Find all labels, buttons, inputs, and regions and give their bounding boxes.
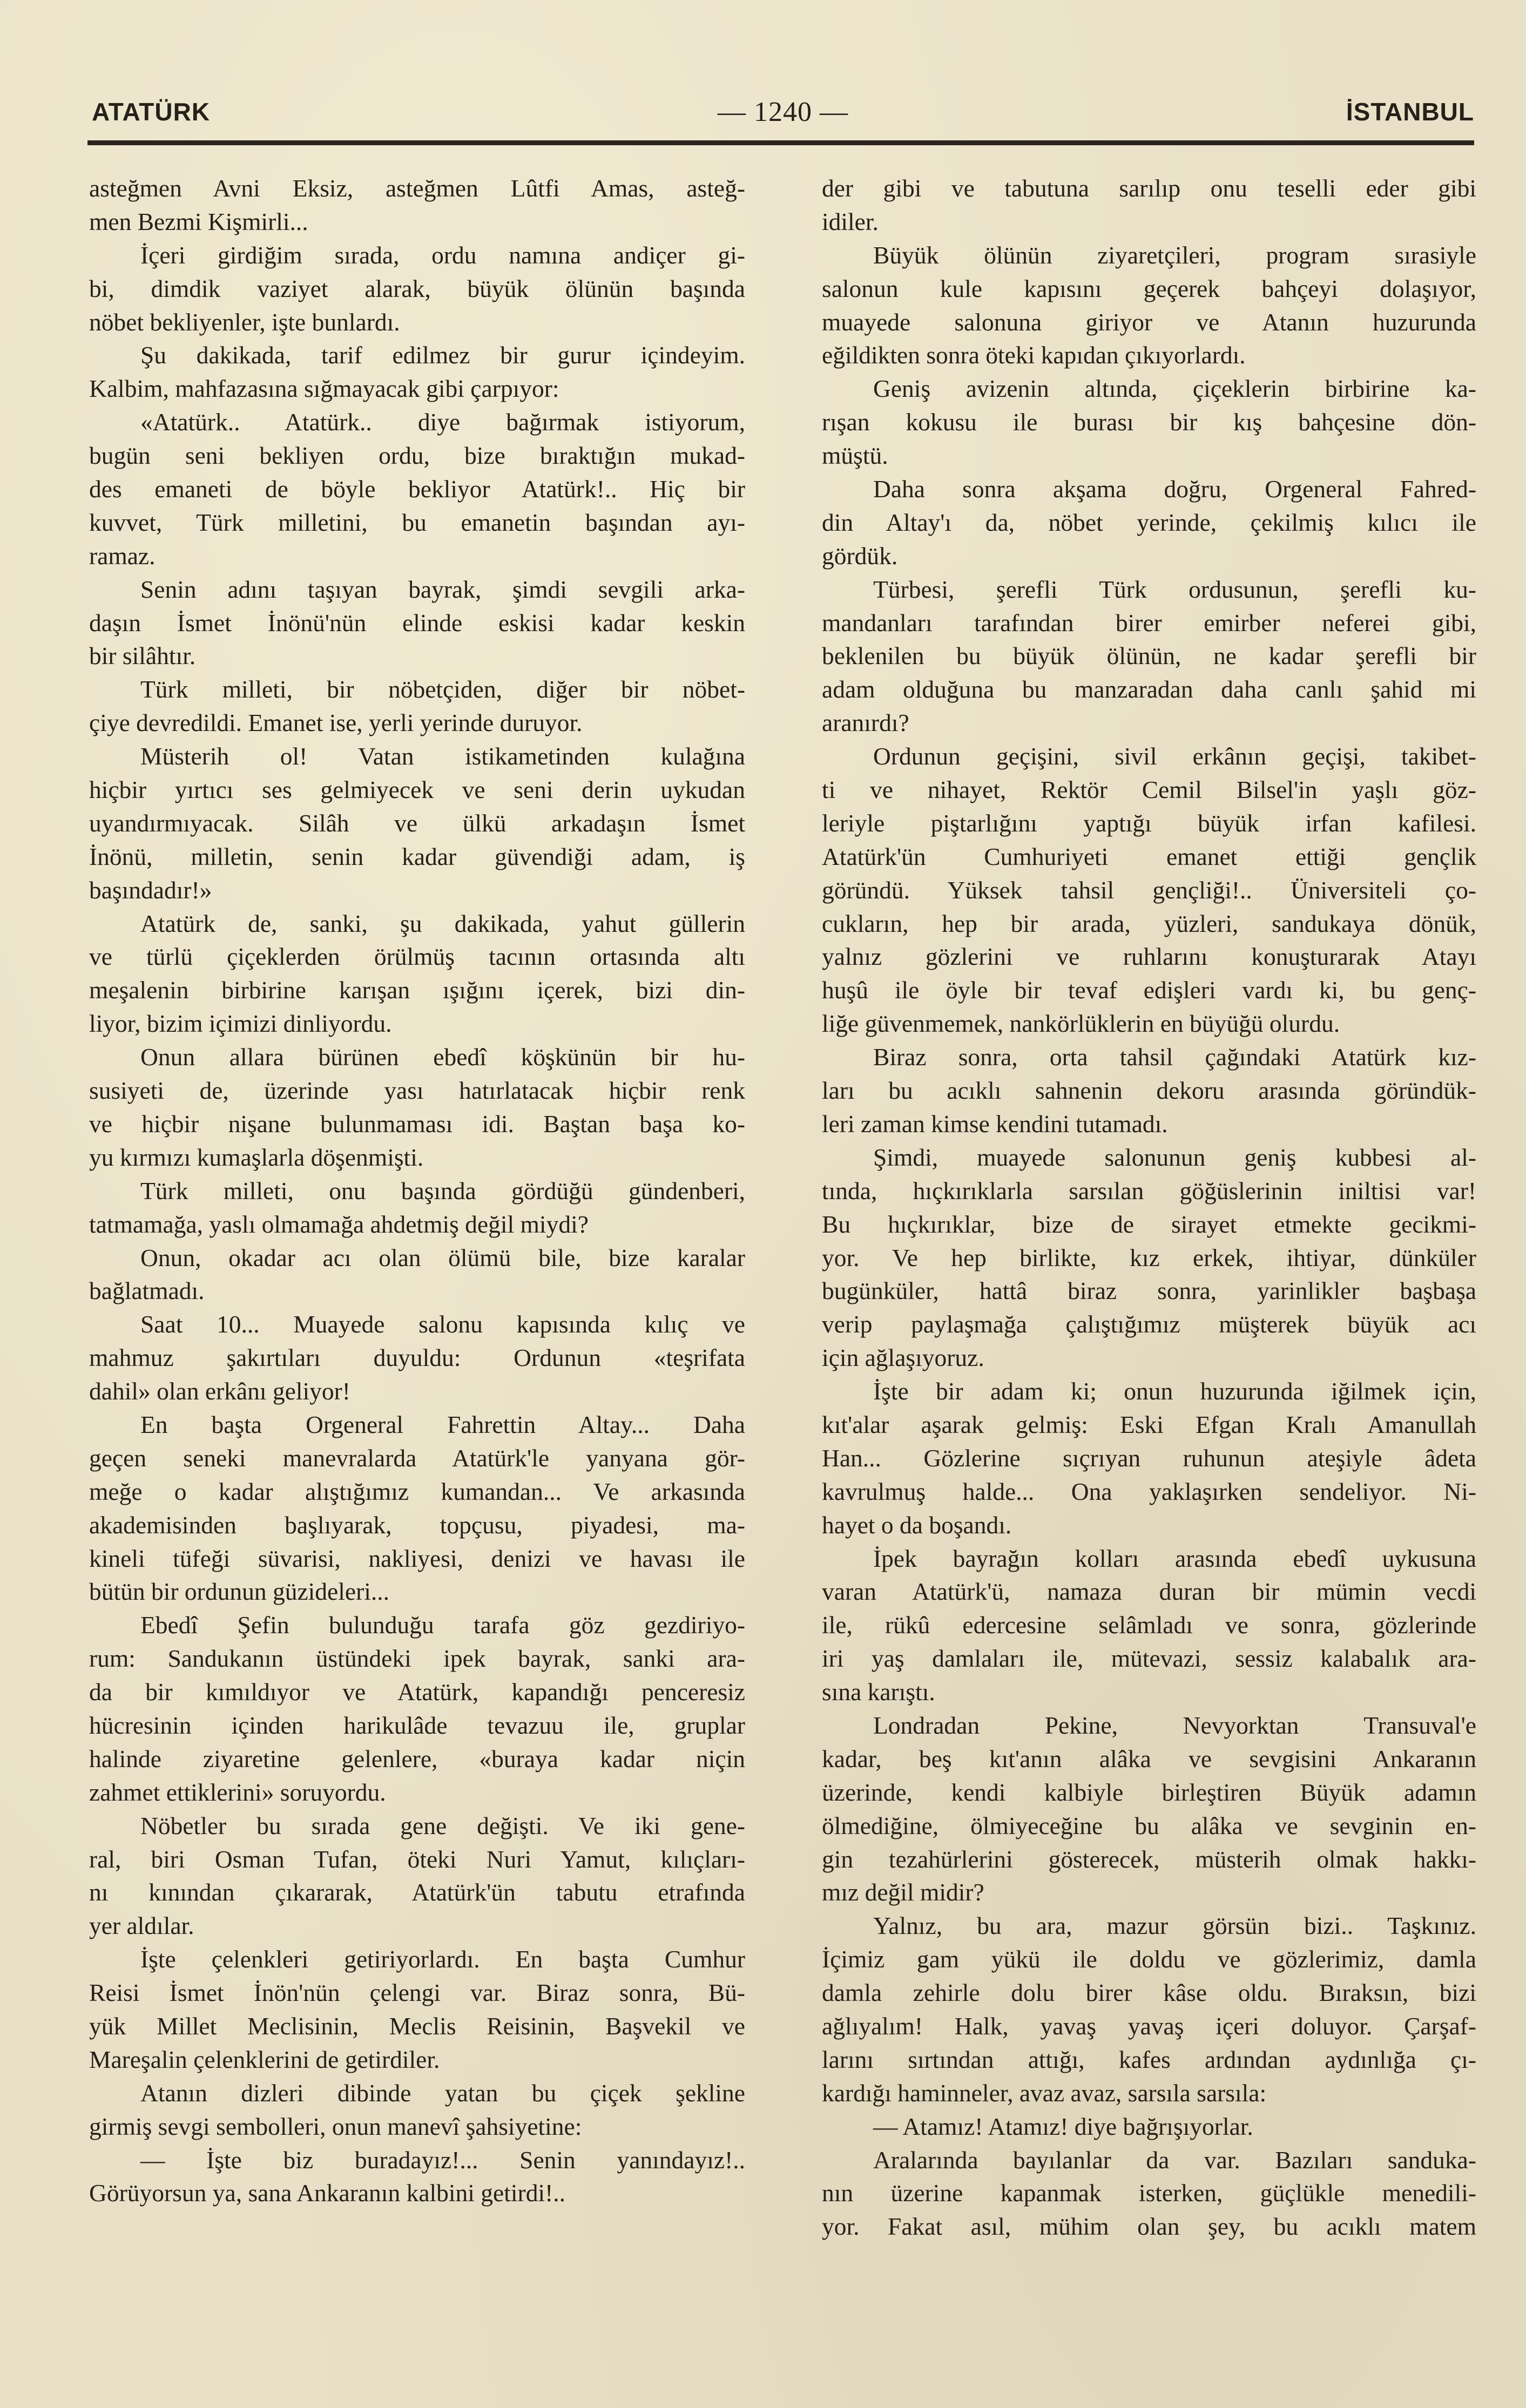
left-column-line: İnönü, milletin, senin kadar güvendiği adam, iş: [89, 842, 745, 870]
right-column-line: kavrulmuş halde... Ona yaklaşırken sendeliyor. Ni-: [822, 1477, 1476, 1505]
right-column-line: ağlıyalım! Halk, yavaş yavaş içeri doluyor. Çarşaf-: [822, 2012, 1476, 2040]
left-column-line: — İşte biz buradayız!... Senin yanındayız!..: [140, 2146, 745, 2174]
page-header: [92, 93, 1474, 131]
left-column-line: hiçbir yırtıcı ses gelmiyecek ve seni derin uykudan: [89, 776, 745, 804]
left-column-line: ve türlü çiçeklerden örülmüş tacının ortasında altı: [89, 943, 745, 971]
left-column-line: nöbet bekliyenler, işte bunlardı.: [89, 308, 400, 336]
left-column-line: geçen seneki manevralarda Atatürk'le yanyana gör-: [89, 1444, 745, 1472]
right-column-line: larını sırtından attığı, kafes ardından aydınlığa çı-: [822, 2045, 1476, 2073]
left-column-line: girmiş sevgi sembolleri, onun manevî şahsiyetine:: [89, 2112, 582, 2140]
right-column-line: mandanları tarafından birer emirber neferei gibi,: [822, 608, 1476, 637]
right-column-line: rışan kokusu ile burası bir kış bahçesine dön-: [822, 408, 1476, 436]
left-column-line: bütün bir ordunun güzideleri...: [89, 1578, 389, 1606]
left-column-line: «Atatürk.. Atatürk.. diye bağırmak istiyorum,: [140, 408, 745, 436]
left-column-line: rum: Sandukanın üstündeki ipek bayrak, sanki ara-: [89, 1645, 745, 1673]
left-column-line: Saat 10... Muayede salonu kapısında kılıç ve: [140, 1310, 745, 1338]
left-column-line: kineli tüfeği süvarisi, nakliyesi, denizi ve havası ile: [89, 1544, 745, 1572]
right-column-line: — Atamız! Atamız! diye bağrışıyorlar.: [873, 2112, 1253, 2140]
right-column-line: sına karıştı.: [822, 1678, 935, 1706]
right-column-line: din Altay'ı da, nöbet yerinde, çekilmiş kılıcı ile: [822, 508, 1476, 536]
right-column-line: ile, rükû edercesine selâmladı ve sonra, gözlerinde: [822, 1611, 1476, 1639]
left-column-line: des emaneti de böyle bekliyor Atatürk!.. Hiç bir: [89, 475, 745, 503]
left-column-line: Onun, okadar acı olan ölümü bile, bize karalar: [140, 1243, 745, 1271]
right-column-line: Biraz sonra, orta tahsil çağındaki Atatürk kız-: [873, 1043, 1476, 1071]
left-column-line: bir silâhtır.: [89, 642, 196, 670]
left-column-line: nı kınından çıkararak, Atatürk'ün tabutu etrafında: [89, 1878, 745, 1906]
left-column-line: Şu dakikada, tarif edilmez bir gurur içindeyim.: [140, 341, 745, 369]
left-column-line: meğe o kadar alıştığımız kumandan... Ve arkasında: [89, 1477, 745, 1505]
right-column-line: müştü.: [822, 442, 888, 470]
left-column-line: Senin adını taşıyan bayrak, şimdi sevgili arka-: [140, 575, 745, 603]
left-column-line: Nöbetler bu sırada gene değişti. Ve iki gene-: [140, 1811, 745, 1839]
right-column-line: yalnız gözlerini ve ruhlarını konuşturarak Atayı: [822, 943, 1476, 971]
left-column-line: meşalenin birbirine karışan ışığını içerek, bizi din-: [89, 976, 745, 1004]
left-column-line: asteğmen Avni Eksiz, asteğmen Lûtfi Amas, asteğ-: [89, 174, 745, 202]
left-column-line: uyandırmıyacak. Silâh ve ülkü arkadaşın İsmet: [89, 809, 745, 837]
right-column-line: kıt'alar aşarak gelmiş: Eski Efgan Kralı Amanullah: [822, 1410, 1476, 1438]
left-column-line: ral, biri Osman Tufan, öteki Nuri Yamut, kılıçları-: [89, 1845, 745, 1873]
right-column-line: nın üzerine kapanmak isterken, güçlükle menedili-: [822, 2179, 1476, 2207]
right-column-line: damla zehirle dolu birer kâse oldu. Bıraksın, bizi: [822, 1979, 1476, 2007]
left-column-line: men Bezmi Kişmirli...: [89, 207, 308, 235]
right-column-line: ölmediğine, ölmiyeceğine bu alâka ve sevginin en-: [822, 1811, 1476, 1839]
right-column-line: liğe güvenmemek, nankörlüklerin en büyüğü olurdu.: [822, 1010, 1340, 1038]
right-column-line: yor. Fakat asıl, mühim olan şey, bu acıklı matem: [822, 2213, 1476, 2241]
left-column-line: zahmet ettiklerini» soruyordu.: [89, 1778, 386, 1806]
right-column-line: yor. Ve hep birlikte, kız erkek, ihtiyar, dünküler: [822, 1243, 1476, 1271]
right-column-line: tında, hıçkırıklarla sarsılan göğüslerinin iniltisi var!: [822, 1176, 1476, 1205]
left-column-line: susiyeti de, üzerinde yası hatırlatacak hiçbir renk: [89, 1077, 745, 1105]
right-column-line: Büyük ölünün ziyaretçileri, program sırasiyle: [873, 241, 1476, 269]
left-column: [89, 172, 745, 2210]
right-column-line: hayet o da boşandı.: [822, 1511, 1012, 1539]
right-column-line: İşte bir adam ki; onun huzurunda iğilmek için,: [873, 1377, 1476, 1405]
right-column-line: cukların, hep bir arada, yüzleri, sandukaya dönük,: [822, 909, 1476, 937]
header-magazine-title: ATATÜRK: [92, 98, 211, 126]
right-column-line: Bu hıçkırıklar, bize de sirayet etmekte gecikmi-: [822, 1210, 1476, 1238]
right-column-line: der gibi ve tabutuna sarılıp onu teselli eder gibi: [822, 174, 1476, 202]
left-column-line: yu kırmızı kumaşlarla döşenmişti.: [89, 1143, 424, 1171]
left-column-line: İşte çelenkleri getiriyorlardı. En başta Cumhur: [140, 1945, 745, 1973]
left-column-line: bi, dimdik vaziyet alarak, büyük ölünün başında: [89, 274, 745, 302]
right-column-line: aranırdı?: [822, 709, 909, 737]
left-column-line: yük Millet Meclisinin, Meclis Reisinin, Başvekil ve: [89, 2012, 745, 2040]
right-column-line: göründü. Yüksek tahsil gençliği!.. Üniversiteli ço-: [822, 876, 1476, 904]
right-column-line: beklenilen bu büyük ölünün, ne kadar şerefli bir: [822, 642, 1476, 670]
right-column-line: muayede salonuna giriyor ve Atanın huzurunda: [822, 308, 1476, 336]
left-column-line: liyor, bizim içimizi dinliyordu.: [89, 1010, 392, 1038]
right-column-line: için ağlaşıyoruz.: [822, 1344, 984, 1372]
left-column-line: dahil» olan erkânı geliyor!: [89, 1377, 350, 1405]
header-city: İSTANBUL: [1346, 98, 1474, 126]
left-column-line: Müsterih ol! Vatan istikametinden kulağına: [140, 742, 745, 770]
right-column-line: verip paylaşmağa çalıştığımız müşterek büyük acı: [822, 1310, 1476, 1338]
left-column-line: Türk milleti, bir nöbetçiden, diğer bir nöbet-: [140, 675, 745, 704]
right-column-line: kadar, beş kıt'anın alâka ve sevgisini Ankaranın: [822, 1744, 1476, 1773]
right-column-line: İçimiz gam yükü ile doldu ve gözlerimiz, damla: [822, 1945, 1476, 1973]
right-column-line: eğildikten sonra öteki kapıdan çıkıyorlardı.: [822, 341, 1246, 369]
right-column-line: Atatürk'ün Cumhuriyeti emanet ettiği gençlik: [822, 842, 1476, 870]
right-column-line: mız değil midir?: [822, 1878, 984, 1906]
left-column-line: ve hiçbir nişane bulunmaması idi. Baştan başa ko-: [89, 1110, 745, 1138]
left-column-line: bugün seni bekliyen ordu, bize bıraktığın mukad-: [89, 442, 745, 470]
right-column-line: gördük.: [822, 542, 898, 570]
right-column-line: Yalnız, bu ara, mazur görsün bizi.. Taşkınız.: [873, 1912, 1476, 1940]
right-column-line: salonun kule kapısını geçerek bahçeyi dolaşıyor,: [822, 274, 1476, 302]
right-column-line: Şimdi, muayede salonunun geniş kubbesi al-: [873, 1143, 1476, 1171]
left-column-line: Görüyorsun ya, sana Ankaranın kalbini getirdi!..: [89, 2179, 565, 2207]
right-column-line: gin tezahürlerini gösterecek, müsterih olmak hakkı-: [822, 1845, 1476, 1873]
right-column-line: huşû ile öyle bir tevaf edişleri vardı ki, bu genç-: [822, 976, 1476, 1004]
right-column-line: Aralarında bayılanlar da var. Bazıları sanduka-: [873, 2146, 1476, 2174]
left-column-line: Atanın dizleri dibinde yatan bu çiçek şekline: [140, 2079, 745, 2107]
left-column-line: kuvvet, Türk milletini, bu emanetin başından ayı-: [89, 508, 745, 536]
right-column-line: İpek bayrağın kolları arasında ebedî uykusuna: [873, 1544, 1476, 1572]
left-column-line: Reisi İsmet İnön'nün çelengi var. Biraz sonra, Bü-: [89, 1979, 745, 2007]
right-column-line: ları bu acıklı sahnenin dekoru arasında göründük-: [822, 1077, 1476, 1105]
left-column-line: Onun allara bürünen ebedî köşkünün bir hu-: [140, 1043, 745, 1071]
right-column-line: idiler.: [822, 207, 879, 235]
left-column-line: Türk milleti, onu başında gördüğü gündenberi,: [140, 1176, 745, 1205]
right-column-line: bugünküler, hattâ biraz sonra, yarinlikler başbaşa: [822, 1277, 1476, 1305]
left-column-line: ramaz.: [89, 542, 156, 570]
left-column-line: çiye devredildi. Emanet ise, yerli yerinde duruyor.: [89, 709, 583, 737]
right-column-line: varan Atatürk'ü, namaza duran bir mümin vecdi: [822, 1578, 1476, 1606]
left-column-line: halinde ziyaretine gelenlere, «buraya kadar niçin: [89, 1744, 745, 1773]
right-column-line: Ordunun geçişini, sivil erkânın geçişi, takibet-: [873, 742, 1476, 770]
right-column-line: ti ve nihayet, Rektör Cemil Bilsel'in yaşlı göz-: [822, 776, 1476, 804]
right-column-line: kardığı haminneler, avaz avaz, sarsıla sarsıla:: [822, 2079, 1267, 2107]
header-rule: [87, 140, 1474, 145]
left-column-line: yer aldılar.: [89, 1912, 194, 1940]
left-column-line: İçeri girdiğim sırada, ordu namına andiçer gi-: [140, 241, 745, 269]
right-column-line: adam olduğuna bu manzaradan daha canlı şahid mi: [822, 675, 1476, 704]
left-column-line: akademisinden başlıyarak, topçusu, piyadesi, ma-: [89, 1511, 745, 1539]
left-column-line: bağlatmadı.: [89, 1277, 205, 1305]
right-column: [822, 172, 1476, 2243]
page-number: — 1240 —: [718, 97, 848, 127]
left-column-line: Ebedî Şefin bulunduğu tarafa göz gezdiriyo-: [140, 1611, 745, 1639]
left-column-line: Kalbim, mahfazasına sığmayacak gibi çarpıyor:: [89, 375, 559, 403]
right-column-line: Türbesi, şerefli Türk ordusunun, şerefli ku-: [873, 575, 1476, 603]
right-column-line: leriyle piştarlığını yaptığı büyük irfan kafilesi.: [822, 809, 1476, 837]
left-column-line: daşın İsmet İnönü'nün elinde eskisi kadar keskin: [89, 608, 745, 637]
left-column-line: hücresinin içinden harikulâde tevazuu ile, gruplar: [89, 1711, 745, 1739]
left-column-line: Atatürk de, sanki, şu dakikada, yahut güllerin: [140, 909, 745, 937]
right-column-line: üzerinde, kendi kalbiyle birleştiren Büyük adamın: [822, 1778, 1476, 1806]
right-column-line: iri yaş damlaları ile, mütevazi, sessiz kalabalık ara-: [822, 1645, 1476, 1673]
right-column-line: Han... Gözlerine sıçrıyan ruhunun ateşiyle âdeta: [822, 1444, 1476, 1472]
right-column-line: Londradan Pekine, Nevyorktan Transuval'e: [873, 1711, 1476, 1739]
right-column-line: leri zaman kimse kendini tutamadı.: [822, 1110, 1168, 1138]
right-column-line: Geniş avizenin altında, çiçeklerin birbirine ka-: [873, 375, 1476, 403]
left-column-line: başındadır!»: [89, 876, 212, 904]
left-column-line: da bir kımıldıyor ve Atatürk, kapandığı penceresiz: [89, 1678, 745, 1706]
left-column-line: tatmamağa, yaslı olmamağa ahdetmiş değil miydi?: [89, 1210, 589, 1238]
left-column-line: Mareşalin çelenklerini de getirdiler.: [89, 2045, 440, 2073]
right-column-line: Daha sonra akşama doğru, Orgeneral Fahred-: [873, 475, 1476, 503]
left-column-line: mahmuz şakırtıları duyuldu: Ordunun «teşrifata: [89, 1344, 745, 1372]
left-column-line: En başta Orgeneral Fahrettin Altay... Daha: [140, 1410, 745, 1438]
